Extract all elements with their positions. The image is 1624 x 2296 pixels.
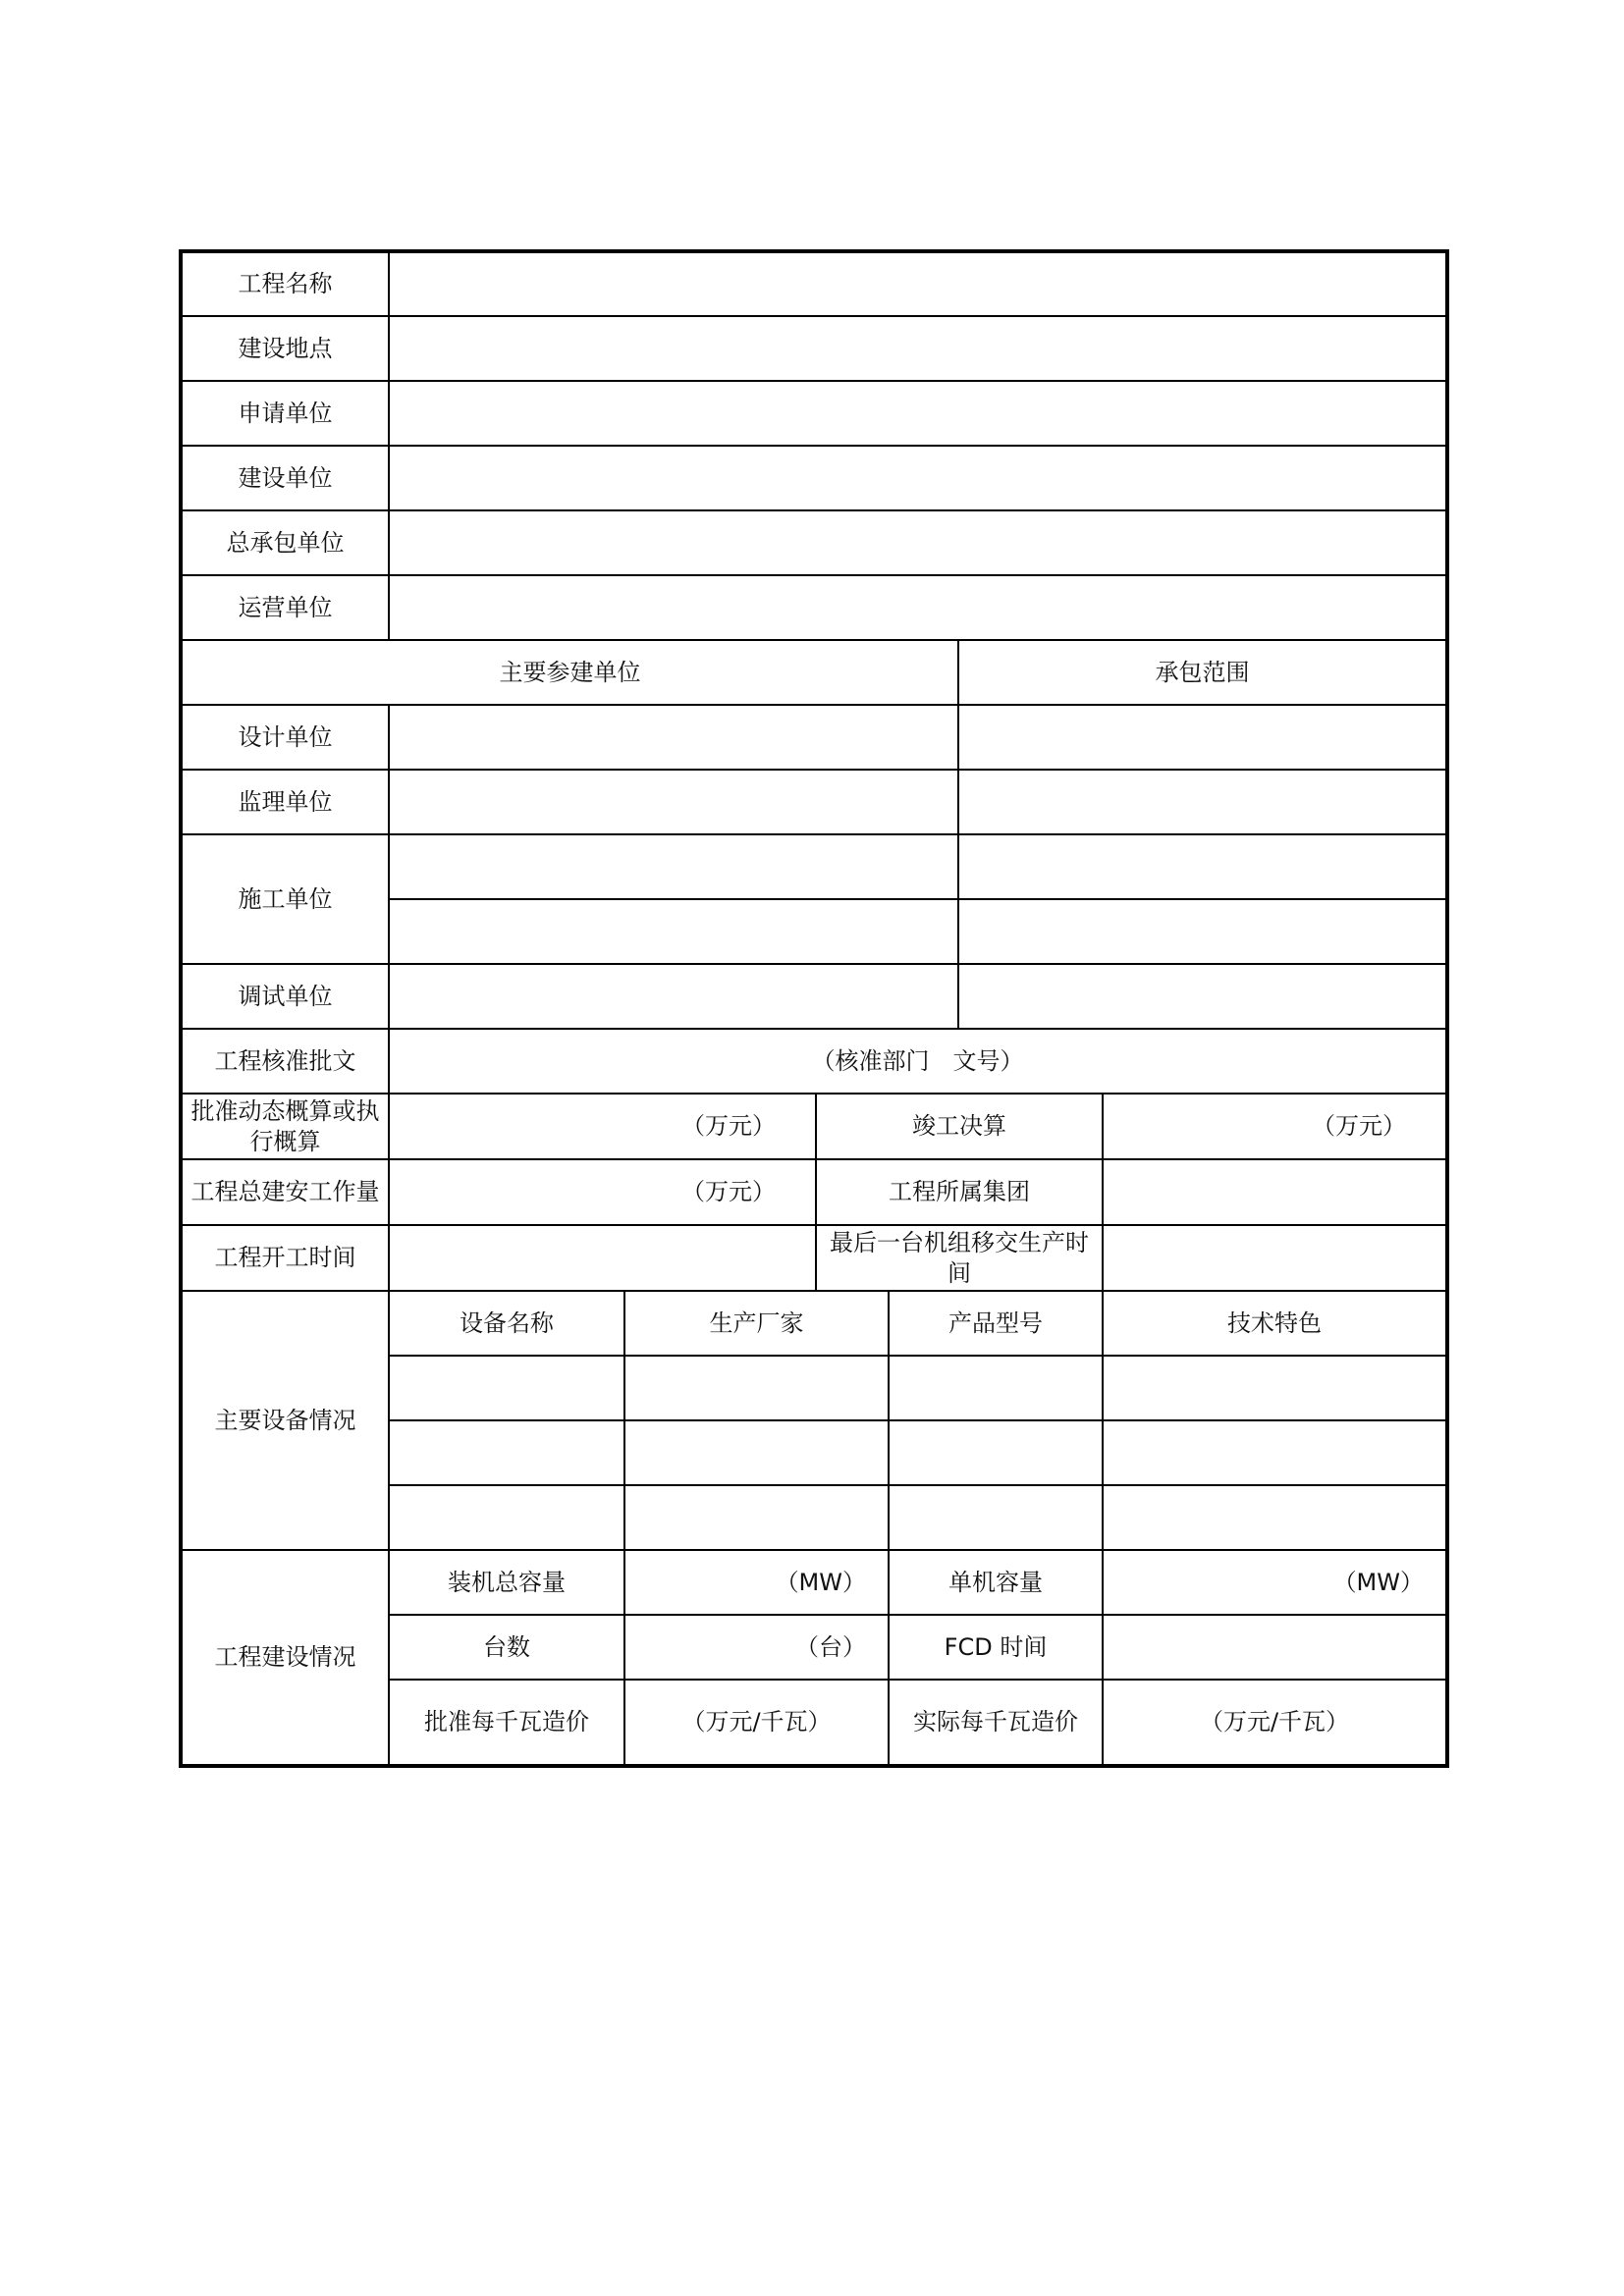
- equipment-cell[interactable]: [889, 1485, 1103, 1550]
- general-contractor-label: 总承包单位: [181, 510, 389, 575]
- project-name-field[interactable]: [389, 251, 1447, 316]
- operator-label: 运营单位: [181, 575, 389, 640]
- budget-label: 批准动态概算或执行概算: [181, 1094, 389, 1159]
- budget-field[interactable]: （万元）: [389, 1094, 816, 1159]
- construction-unit-field-1[interactable]: [389, 834, 958, 899]
- unit-count-label: 台数: [389, 1615, 624, 1680]
- workload-field[interactable]: （万元）: [389, 1159, 816, 1225]
- construction-unit-label: 施工单位: [181, 834, 389, 964]
- commissioning-scope-field[interactable]: [958, 964, 1447, 1029]
- total-capacity-label: 装机总容量: [389, 1550, 624, 1615]
- approved-cost-label: 批准每千瓦造价: [389, 1680, 624, 1766]
- applicant-field[interactable]: [389, 381, 1447, 446]
- equipment-cell[interactable]: [1103, 1420, 1447, 1485]
- equipment-cell[interactable]: [389, 1420, 624, 1485]
- build-location-label: 建设地点: [181, 316, 389, 381]
- handover-time-field[interactable]: [1103, 1225, 1447, 1291]
- build-location-field[interactable]: [389, 316, 1447, 381]
- equipment-cell[interactable]: [624, 1485, 889, 1550]
- operator-field[interactable]: [389, 575, 1447, 640]
- commissioning-unit-label: 调试单位: [181, 964, 389, 1029]
- equipment-header-model: 产品型号: [889, 1291, 1103, 1356]
- supervision-unit-field[interactable]: [389, 770, 958, 834]
- equipment-header-manufacturer: 生产厂家: [624, 1291, 889, 1356]
- supervision-scope-field[interactable]: [958, 770, 1447, 834]
- design-unit-label: 设计单位: [181, 705, 389, 770]
- construction-info-label: 工程建设情况: [181, 1550, 389, 1766]
- construction-unit-field-2[interactable]: [389, 899, 958, 964]
- equipment-cell[interactable]: [889, 1420, 1103, 1485]
- approval-field[interactable]: （核准部门 文号）: [389, 1029, 1447, 1094]
- supervision-unit-label: 监理单位: [181, 770, 389, 834]
- participants-header: 主要参建单位: [181, 640, 958, 705]
- scope-header: 承包范围: [958, 640, 1447, 705]
- equipment-header-feature: 技术特色: [1103, 1291, 1447, 1356]
- final-settlement-field[interactable]: （万元）: [1103, 1094, 1447, 1159]
- equipment-cell[interactable]: [1103, 1356, 1447, 1420]
- group-field[interactable]: [1103, 1159, 1447, 1225]
- project-name-label: 工程名称: [181, 251, 389, 316]
- design-unit-field[interactable]: [389, 705, 958, 770]
- unit-capacity-label: 单机容量: [889, 1550, 1103, 1615]
- equipment-cell[interactable]: [889, 1356, 1103, 1420]
- equipment-cell[interactable]: [389, 1356, 624, 1420]
- actual-cost-label: 实际每千瓦造价: [889, 1680, 1103, 1766]
- equipment-header-name: 设备名称: [389, 1291, 624, 1356]
- actual-cost-field[interactable]: （万元/千瓦）: [1103, 1680, 1447, 1766]
- builder-field[interactable]: [389, 446, 1447, 510]
- unit-capacity-field[interactable]: （MW）: [1103, 1550, 1447, 1615]
- construction-scope-field-2[interactable]: [958, 899, 1447, 964]
- applicant-label: 申请单位: [181, 381, 389, 446]
- equipment-cell[interactable]: [389, 1485, 624, 1550]
- approval-label: 工程核准批文: [181, 1029, 389, 1094]
- approved-cost-field[interactable]: （万元/千瓦）: [624, 1680, 889, 1766]
- group-label: 工程所属集团: [816, 1159, 1103, 1225]
- equipment-label: 主要设备情况: [181, 1291, 389, 1550]
- fcd-time-field[interactable]: [1103, 1615, 1447, 1680]
- design-scope-field[interactable]: [958, 705, 1447, 770]
- commissioning-unit-field[interactable]: [389, 964, 958, 1029]
- construction-scope-field-1[interactable]: [958, 834, 1447, 899]
- builder-label: 建设单位: [181, 446, 389, 510]
- equipment-cell[interactable]: [624, 1420, 889, 1485]
- total-capacity-field[interactable]: （MW）: [624, 1550, 889, 1615]
- general-contractor-field[interactable]: [389, 510, 1447, 575]
- start-time-field[interactable]: [389, 1225, 816, 1291]
- workload-label: 工程总建安工作量: [181, 1159, 389, 1225]
- unit-count-field[interactable]: （台）: [624, 1615, 889, 1680]
- equipment-cell[interactable]: [1103, 1485, 1447, 1550]
- project-info-form: [179, 249, 1449, 1768]
- start-time-label: 工程开工时间: [181, 1225, 389, 1291]
- equipment-cell[interactable]: [624, 1356, 889, 1420]
- final-settlement-label: 竣工决算: [816, 1094, 1103, 1159]
- fcd-time-label: FCD 时间: [889, 1615, 1103, 1680]
- handover-time-label: 最后一台机组移交生产时间: [816, 1225, 1103, 1291]
